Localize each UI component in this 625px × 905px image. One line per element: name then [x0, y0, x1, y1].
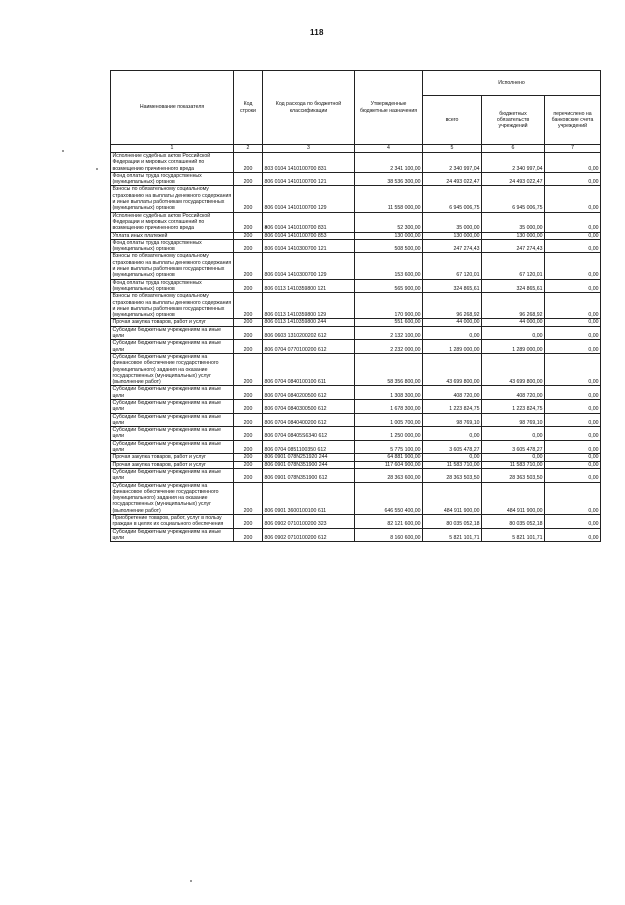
column-number: 5 [423, 145, 482, 153]
row-name: Фонд оплаты труда государственных (муниципальных) органов [111, 279, 234, 293]
row-kbk: 806 0901 078N251920 244 [263, 454, 355, 461]
row-kbk: 806 0704 0840100100 611 [263, 353, 355, 385]
row-total: 484 911 900,00 [423, 482, 482, 514]
table-row [111, 427, 601, 441]
row-name: Исполнение судебных актов Российской Федерации и мировых соглашений по возмещению причиненного вреда [111, 212, 234, 232]
row-name: Субсидии бюджетным учреждениям на финансовое обеспечение государственного (муниципального) задания на оказание государственных (муниципальных) услуг (выполнение работ) [111, 353, 234, 385]
row-kbk: 806 0901 3600100100 611 [263, 482, 355, 514]
scan-artifact [96, 168, 98, 170]
scan-artifact [190, 880, 192, 882]
row-total: 0,00 [423, 326, 482, 340]
column-number: 3 [263, 145, 355, 153]
column-numbers-row [111, 145, 601, 153]
row-obligations: 408 720,00 [482, 386, 545, 400]
row-approved: 1 308 300,00 [355, 386, 423, 400]
column-number: 6 [482, 145, 545, 153]
table-row [111, 353, 601, 385]
row-transferred: 0,00 [545, 454, 601, 461]
row-total: 5 821 101,71 [423, 528, 482, 542]
row-total: 96 268,92 [423, 293, 482, 319]
row-approved: 64 881 900,00 [355, 454, 423, 461]
row-line-code: 200 [234, 293, 263, 319]
row-approved: 2 132 100,00 [355, 326, 423, 340]
row-approved: 1 250 000,00 [355, 427, 423, 441]
row-kbk: 806 0704 0851100350 612 [263, 440, 355, 454]
header-executed: Исполнено [423, 71, 601, 96]
row-total: 3 605 478,27 [423, 440, 482, 454]
header-name: Наименование показателя [111, 71, 234, 145]
row-line-code: 200 [234, 340, 263, 354]
row-kbk: 806 0704 08405S6340 612 [263, 427, 355, 441]
row-transferred: 0,00 [545, 186, 601, 212]
row-approved: 11 558 000,00 [355, 186, 423, 212]
row-kbk: 806 0104 1410300700 129 [263, 253, 355, 279]
row-approved: 130 000,00 [355, 232, 423, 239]
row-line-code: 200 [234, 279, 263, 293]
row-total: 11 583 710,00 [423, 461, 482, 468]
row-kbk: 806 0901 078N351900 612 [263, 468, 355, 482]
row-approved: 1 678 300,00 [355, 399, 423, 413]
row-transferred: 0,00 [545, 461, 601, 468]
row-total: 67 120,01 [423, 253, 482, 279]
scan-artifact [62, 150, 64, 152]
row-name: Субсидии бюджетным учреждениям на иные цели [111, 413, 234, 427]
row-approved: 551 600,00 [355, 319, 423, 326]
row-transferred: 0,00 [545, 528, 601, 542]
row-line-code: 200 [234, 482, 263, 514]
row-name: Субсидии бюджетным учреждениям на иные цели [111, 386, 234, 400]
row-approved: 38 536 300,00 [355, 172, 423, 186]
row-name: Субсидии бюджетным учреждениям на иные цели [111, 528, 234, 542]
table-row [111, 528, 601, 542]
row-obligations: 24 493 022,47 [482, 172, 545, 186]
row-transferred: 0,00 [545, 340, 601, 354]
row-obligations: 0,00 [482, 427, 545, 441]
row-approved: 646 550 400,00 [355, 482, 423, 514]
row-line-code: 200 [234, 528, 263, 542]
row-transferred: 0,00 [545, 319, 601, 326]
row-line-code: 200 [234, 386, 263, 400]
row-name: Субсидии бюджетным учреждениям на иные цели [111, 340, 234, 354]
row-line-code: 200 [234, 212, 263, 232]
row-total: 80 035 052,18 [423, 515, 482, 529]
row-obligations: 3 605 478,27 [482, 440, 545, 454]
row-transferred: 0,00 [545, 293, 601, 319]
row-total: 28 363 503,50 [423, 468, 482, 482]
row-approved: 170 900,00 [355, 293, 423, 319]
row-total: 98 769,10 [423, 413, 482, 427]
row-total: 43 699 800,00 [423, 353, 482, 385]
row-kbk: 806 0704 0840300500 612 [263, 399, 355, 413]
row-total: 324 865,61 [423, 279, 482, 293]
row-name: Прочая закупка товаров, работ и услуг [111, 461, 234, 468]
row-kbk: 806 0603 1310200202 612 [263, 326, 355, 340]
row-total: 44 000,00 [423, 319, 482, 326]
row-transferred: 0,00 [545, 232, 601, 239]
row-name: Субсидии бюджетным учреждениям на иные цели [111, 468, 234, 482]
row-line-code: 200 [234, 153, 263, 173]
row-kbk: 806 0704 0840400200 612 [263, 413, 355, 427]
row-kbk: 806 0902 0710100200 612 [263, 528, 355, 542]
row-name: Фонд оплаты труда государственных (муниципальных) органов [111, 172, 234, 186]
row-obligations: 11 583 710,00 [482, 461, 545, 468]
table-row [111, 515, 601, 529]
row-transferred: 0,00 [545, 153, 601, 173]
row-approved: 565 900,00 [355, 279, 423, 293]
row-kbk: 806 0902 0710100200 323 [263, 515, 355, 529]
row-approved: 117 604 900,00 [355, 461, 423, 468]
table-row [111, 399, 601, 413]
row-line-code: 200 [234, 186, 263, 212]
row-line-code: 200 [234, 326, 263, 340]
table-row [111, 440, 601, 454]
row-total: 6 945 006,75 [423, 186, 482, 212]
table-row [111, 153, 601, 173]
row-name: Субсидии бюджетным учреждениям на иные цели [111, 399, 234, 413]
row-total: 24 493 022,47 [423, 172, 482, 186]
row-approved: 28 363 600,00 [355, 468, 423, 482]
row-kbk: 806 0104 1410300700 121 [263, 239, 355, 253]
table-row [111, 232, 601, 239]
row-transferred: 0,00 [545, 427, 601, 441]
row-approved: 2 341 100,00 [355, 153, 423, 173]
row-total: 1 223 824,75 [423, 399, 482, 413]
table-row [111, 386, 601, 400]
row-line-code: 200 [234, 232, 263, 239]
row-transferred: 0,00 [545, 440, 601, 454]
row-kbk: 806 0704 0770100200 612 [263, 340, 355, 354]
row-approved: 82 121 600,00 [355, 515, 423, 529]
row-obligations: 130 000,00 [482, 232, 545, 239]
row-obligations: 0,00 [482, 326, 545, 340]
row-obligations: 28 363 503,50 [482, 468, 545, 482]
row-transferred: 0,00 [545, 326, 601, 340]
row-line-code: 200 [234, 353, 263, 385]
table-row [111, 319, 601, 326]
row-obligations: 96 268,92 [482, 293, 545, 319]
row-transferred: 0,00 [545, 239, 601, 253]
row-kbk: 806 0113 1410359800 129 [263, 293, 355, 319]
row-transferred: 0,00 [545, 413, 601, 427]
table-row [111, 279, 601, 293]
header-transferred: перечислено на банковские счета учреждений [545, 96, 601, 145]
column-number: 1 [111, 145, 234, 153]
row-transferred: 0,00 [545, 212, 601, 232]
header-approved: Утвержденные бюджетные назначения [355, 71, 423, 145]
row-obligations: 98 769,10 [482, 413, 545, 427]
row-line-code: 200 [234, 399, 263, 413]
header-total: всего [423, 96, 482, 145]
row-approved: 8 160 600,00 [355, 528, 423, 542]
header-line-code: Код строки [234, 71, 263, 145]
row-transferred: 0,00 [545, 386, 601, 400]
row-name: Исполнение судебных актов Российской Федерации и мировых соглашений по возмещению причиненного вреда [111, 153, 234, 173]
row-transferred: 0,00 [545, 399, 601, 413]
row-name: Субсидии бюджетным учреждениям на финансовое обеспечение государственного (муниципального) задания на оказание государственных (муниципальных) услуг (выполнение работ) [111, 482, 234, 514]
row-obligations: 80 035 052,18 [482, 515, 545, 529]
table-row [111, 461, 601, 468]
row-name: Взносы по обязательному социальному страхованию на выплаты денежного содержания и иные выплаты работникам государственных (муниципальных) органов [111, 186, 234, 212]
row-kbk: 806 0901 078N351900 244 [263, 461, 355, 468]
table-row [111, 468, 601, 482]
row-kbk: 806 0704 0840200500 612 [263, 386, 355, 400]
column-number: 2 [234, 145, 263, 153]
row-kbk: 806 0104 1410100700 129 [263, 186, 355, 212]
table-row [111, 212, 601, 232]
row-line-code: 200 [234, 468, 263, 482]
table-row [111, 340, 601, 354]
row-name: Взносы по обязательному социальному страхованию на выплаты денежного содержания и иные выплаты работникам государственных (муниципальных) органов [111, 253, 234, 279]
column-number: 7 [545, 145, 601, 153]
table-row [111, 326, 601, 340]
row-obligations: 44 000,00 [482, 319, 545, 326]
row-transferred: 0,00 [545, 482, 601, 514]
row-line-code: 200 [234, 427, 263, 441]
row-obligations: 67 120,01 [482, 253, 545, 279]
budget-execution-table [110, 70, 601, 542]
table-row [111, 253, 601, 279]
row-transferred: 0,00 [545, 279, 601, 293]
row-total: 130 000,00 [423, 232, 482, 239]
row-approved: 508 500,00 [355, 239, 423, 253]
row-transferred: 0,00 [545, 515, 601, 529]
row-obligations: 1 223 824,75 [482, 399, 545, 413]
row-line-code: 200 [234, 515, 263, 529]
row-transferred: 0,00 [545, 172, 601, 186]
row-transferred: 0,00 [545, 253, 601, 279]
row-name: Субсидии бюджетным учреждениям на иные цели [111, 326, 234, 340]
row-obligations: 0,00 [482, 454, 545, 461]
row-name: Фонд оплаты труда государственных (муниципальных) органов [111, 239, 234, 253]
row-approved: 58 356 800,00 [355, 353, 423, 385]
row-obligations: 484 911 900,00 [482, 482, 545, 514]
table-row [111, 482, 601, 514]
row-kbk: 806 0113 1410359800 121 [263, 279, 355, 293]
row-line-code: 200 [234, 239, 263, 253]
row-obligations: 35 000,00 [482, 212, 545, 232]
row-total: 2 340 997,04 [423, 153, 482, 173]
row-kbk: 806 0104 1410100700 853 [263, 232, 355, 239]
row-approved: 153 600,00 [355, 253, 423, 279]
row-line-code: 200 [234, 454, 263, 461]
row-total: 35 000,00 [423, 212, 482, 232]
row-line-code: 200 [234, 461, 263, 468]
row-kbk: 803 0104 1410100700 831 [263, 153, 355, 173]
table-row [111, 454, 601, 461]
row-name: Уплата иных платежей [111, 232, 234, 239]
row-kbk: 806 0104 1410100700 831 [263, 212, 355, 232]
table-row [111, 172, 601, 186]
header-kbk: Код расхода по бюджетной классификации [263, 71, 355, 145]
row-transferred: 0,00 [545, 353, 601, 385]
column-number: 4 [355, 145, 423, 153]
row-total: 1 289 000,00 [423, 340, 482, 354]
row-approved: 52 300,00 [355, 212, 423, 232]
row-total: 247 274,43 [423, 239, 482, 253]
row-obligations: 324 865,61 [482, 279, 545, 293]
row-line-code: 200 [234, 319, 263, 326]
header-budget-obligations: бюджетных обязательств учреждений [482, 96, 545, 145]
row-obligations: 6 945 006,75 [482, 186, 545, 212]
table-row [111, 413, 601, 427]
row-name: Прочая закупка товаров, работ и услуг [111, 454, 234, 461]
row-name: Субсидии бюджетным учреждениям на иные цели [111, 427, 234, 441]
row-kbk: 806 0104 1410100700 121 [263, 172, 355, 186]
row-approved: 2 232 000,00 [355, 340, 423, 354]
page-number: 118 [310, 28, 324, 37]
row-name: Субсидии бюджетным учреждениям на иные цели [111, 440, 234, 454]
row-name: Приобретение товаров, работ, услуг в пользу граждан в целях их социального обеспечения [111, 515, 234, 529]
table-row [111, 239, 601, 253]
row-obligations: 1 289 000,00 [482, 340, 545, 354]
row-total: 0,00 [423, 427, 482, 441]
row-approved: 5 775 100,00 [355, 440, 423, 454]
row-total: 408 720,00 [423, 386, 482, 400]
row-obligations: 247 274,43 [482, 239, 545, 253]
row-kbk: 806 0113 1410359800 244 [263, 319, 355, 326]
row-obligations: 5 821 101,71 [482, 528, 545, 542]
row-obligations: 2 340 997,04 [482, 153, 545, 173]
row-approved: 1 005 700,00 [355, 413, 423, 427]
row-transferred: 0,00 [545, 468, 601, 482]
row-total: 0,00 [423, 454, 482, 461]
table-row [111, 186, 601, 212]
row-name: Взносы по обязательному социальному страхованию на выплаты денежного содержания и иные выплаты работникам государственных (муниципальных) органов [111, 293, 234, 319]
row-name: Прочая закупка товаров, работ и услуг [111, 319, 234, 326]
row-line-code: 200 [234, 253, 263, 279]
table-row [111, 293, 601, 319]
row-line-code: 200 [234, 413, 263, 427]
row-line-code: 200 [234, 172, 263, 186]
row-line-code: 200 [234, 440, 263, 454]
row-obligations: 43 699 800,00 [482, 353, 545, 385]
